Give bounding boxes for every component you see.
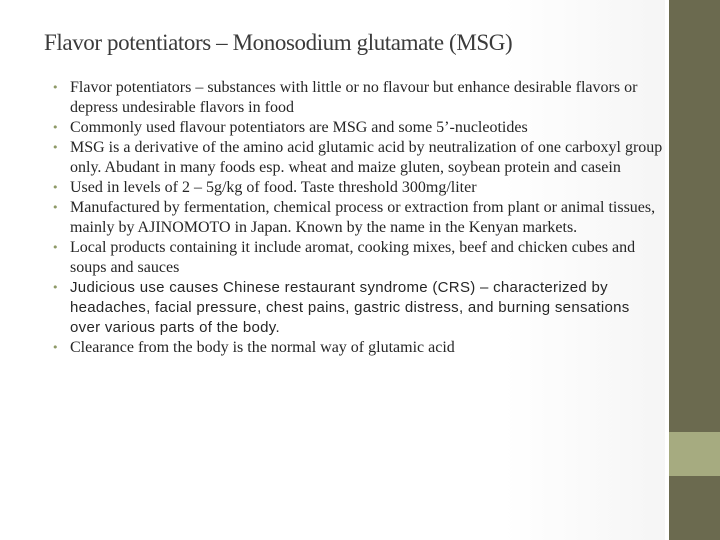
bullet-icon: •	[52, 121, 59, 134]
decorative-sidebar	[665, 0, 720, 540]
sidebar-dark-block	[669, 0, 720, 432]
bullet-icon: •	[52, 181, 59, 194]
bullet-icon: •	[52, 81, 59, 94]
sidebar-dark-block-bottom	[669, 476, 720, 540]
sidebar-accent-block	[669, 432, 720, 476]
list-item	[52, 138, 664, 178]
list-item	[52, 78, 664, 118]
bullet-text: Manufactured by fermentation, chemical process or extraction from plant or animal tissues, mainly by AJINOMOTO in Japan. Known by the name in the Kenyan markets.	[70, 199, 656, 236]
bullet-icon: •	[52, 341, 59, 354]
bullet-text: MSG is a derivative of the amino acid glutamic acid by neutralization of one carboxyl group only. Abudant in many foods esp. wheat and maize gluten, soybean protein and casein	[70, 139, 663, 176]
bullet-text: Local products containing it include aromat, cooking mixes, beef and chicken cubes and soups and sauces	[70, 239, 636, 276]
bullet-icon: •	[52, 201, 59, 214]
bullet-text: Judicious use causes Chinese restaurant syndrome (CRS) – characterized by headaches, facial pressure, chest pains, gastric distress, and burning sensations over various parts of the body.	[70, 279, 630, 336]
bullet-text: Clearance from the body is the normal way of glutamic acid	[70, 339, 455, 356]
bullet-text: Used in levels of 2 – 5g/kg of food. Taste threshold 300mg/liter	[70, 179, 477, 196]
bullet-list	[52, 78, 664, 358]
list-item	[52, 338, 664, 358]
slide-title: Flavor potentiators – Monosodium glutamate (MSG)	[44, 30, 513, 55]
bullet-icon: •	[52, 241, 59, 254]
bullet-icon: •	[52, 281, 59, 294]
list-item	[52, 238, 664, 278]
bullet-text: Commonly used flavour potentiators are MSG and some 5’-nucleotides	[70, 119, 528, 136]
list-item	[52, 198, 664, 238]
bullet-icon: •	[52, 141, 59, 154]
list-item	[52, 118, 664, 138]
list-item	[52, 178, 664, 198]
list-item	[52, 278, 664, 338]
bullet-text: Flavor potentiators – substances with little or no flavour but enhance desirable flavors or depress undesirable flavors in food	[70, 79, 638, 116]
